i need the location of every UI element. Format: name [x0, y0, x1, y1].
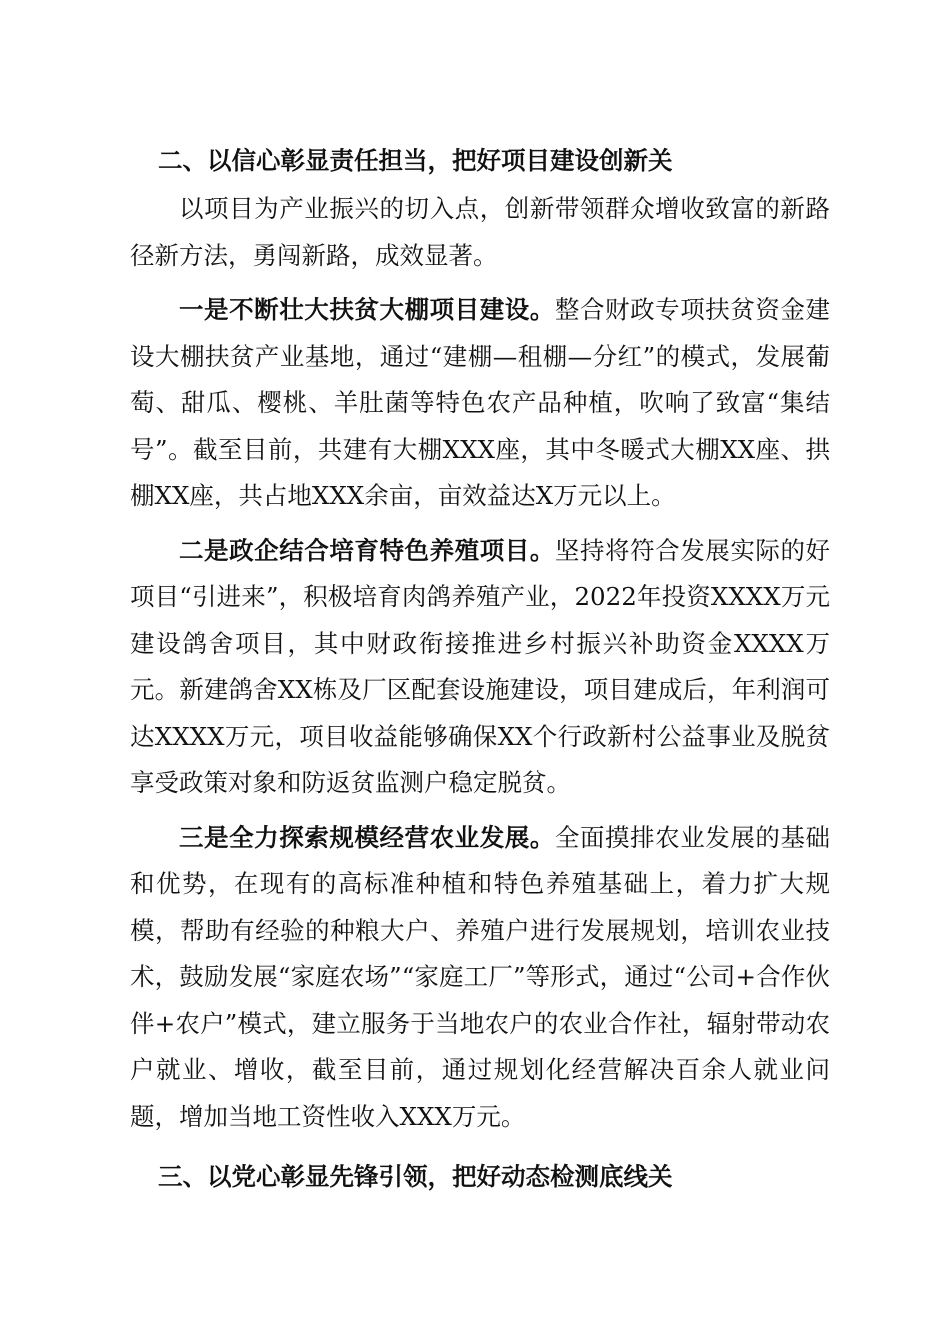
- item-1-body: 整合财政专项扶贫资金建设大棚扶贫产业基地，通过“建棚—租棚—分红”的模式，发展葡萄、甜瓜、樱桃、羊肚菌等特色农产品种植，吹响了致富“集结号”。截至目前，共建有大棚XXX座，其中冬暖式大棚XX座、拱棚XX座，共占地XXX余亩，亩效益达X万元以上。: [130, 295, 831, 510]
- document-body: [130, 138, 830, 1202]
- item-2-body: 坚持将符合发展实际的好项目“引进来”，积极培育肉鸽养殖产业，2022年投资XXXX万元建设鸽舍项目，其中财政衔接推进乡村振兴补助资金XXXX万元。新建鸽舍XX栋及厂区配套设施建设，项目建成后，年利润可达XXXX万元，项目收益能够确保XX个行政新村公益事业及脱贫享受政策对象和防返贫监测户稳定脱贫。: [130, 535, 831, 797]
- paragraph-item-2: [130, 528, 830, 807]
- item-3-body: 全面摸排农业发展的基础和优势，在现有的高标准种植和特色养殖基础上，着力扩大规模，帮助有经验的种粮大户、养殖户进行发展规划，培训农业技术，鼓励发展“家庭农场”“家庭工厂”等形式，通过“公司+合作伙伴+农户”模式，建立服务于当地农户的农业合作社，辐射带动农户就业、增收，截至目前，通过规划化经营解决百余人就业问题，增加当地工资性收入XXX万元。: [130, 822, 831, 1131]
- section-heading-2: 二、以信心彰显责任担当，把好项目建设创新关: [158, 146, 673, 175]
- item-3-lead: 三是全力探索规模经营农业发展。: [179, 822, 555, 852]
- paragraph-item-1: [130, 287, 830, 520]
- item-1-lead: 一是不断壮大扶贫大棚项目建设。: [179, 295, 555, 324]
- item-2-lead: 二是政企结合培育特色养殖项目。: [179, 535, 555, 565]
- intro-paragraph: 以项目为产业振兴的切入点，创新带领群众增收致富的新路径新方法，勇闯新路，成效显著。: [130, 194, 830, 270]
- section-heading-3: 三、以党心彰显先锋引领，把好动态检测底线关: [158, 1162, 673, 1191]
- paragraph-item-3: [130, 815, 830, 1141]
